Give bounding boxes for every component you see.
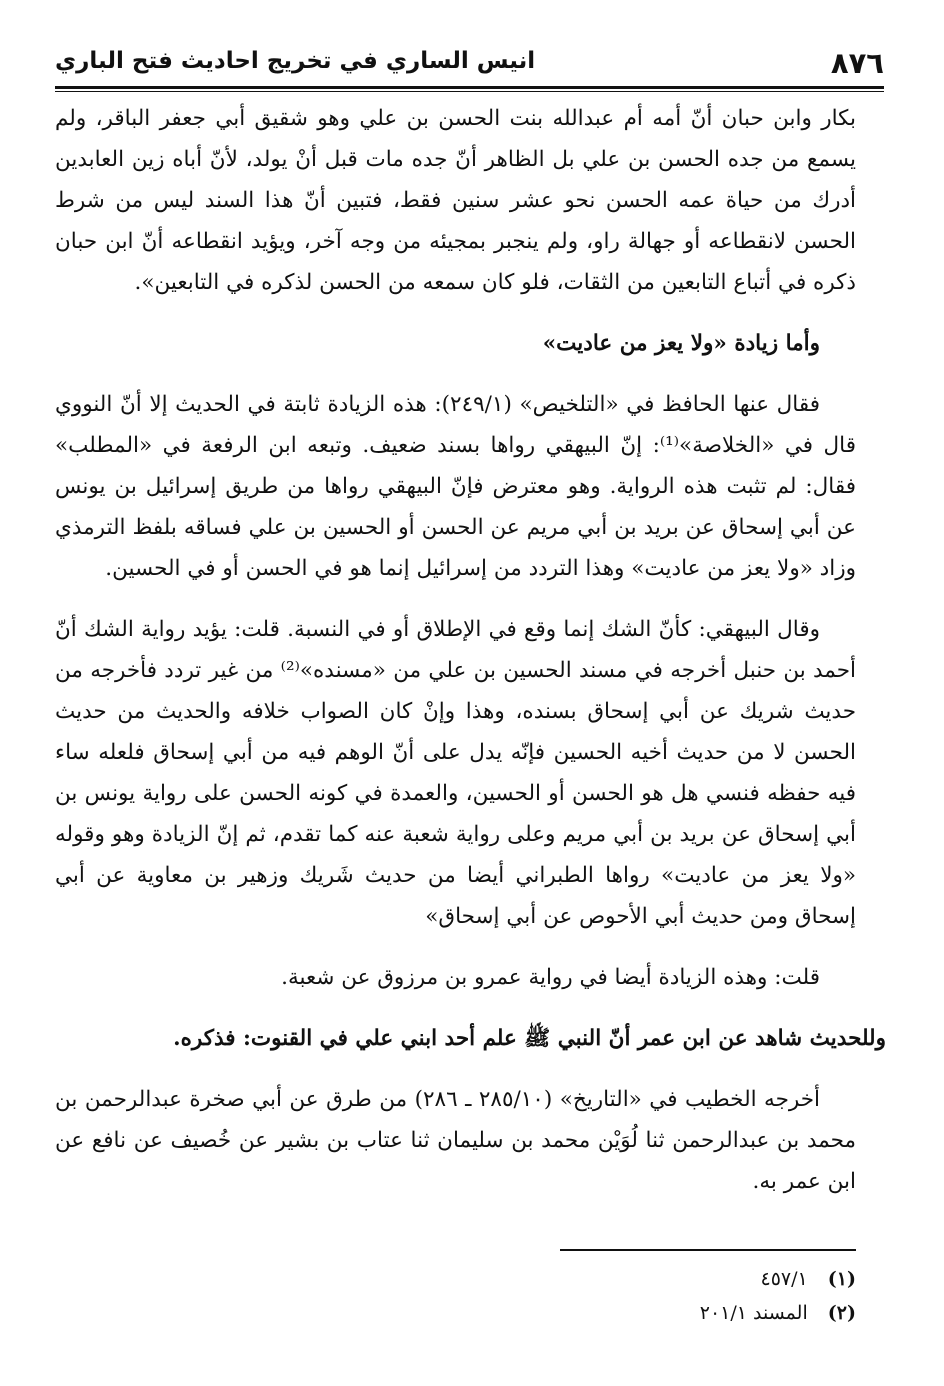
- header-rule: [55, 86, 884, 92]
- footnotes: [400, 1262, 856, 1330]
- footnote-mark: (١): [827, 1268, 856, 1290]
- footnote-mark: (٢): [827, 1302, 856, 1324]
- page-number: ٨٧٦: [830, 46, 884, 80]
- paragraph-2-heading: وأما زيادة «ولا يعز من عاديت»: [542, 331, 820, 356]
- footnote-text: ٤٥٧/١: [760, 1268, 808, 1290]
- running-title: انيس الساري في تخريج احاديث فتح الباري: [55, 48, 536, 74]
- paragraph-7: أخرجه الخطيب في «التاريخ» (٢٨٥/١٠ ـ ٢٨٦) من طرق عن أبي صخرة عبدالرحمن بن محمد بن عبدالرحمن ثنا لُوَيْن محمد بن سليمان ثنا عتاب بن بشير عن خُصيف عن نافع عن ابن عمر به.: [55, 1087, 856, 1194]
- footnote-text: المسند ٢٠١/١: [699, 1302, 808, 1324]
- footnote-2: [400, 1296, 856, 1330]
- paragraph-6-witness: وللحديث شاهد عن ابن عمر أنّ النبي ﷺ علم أحد ابني علي في القنوت: فذكره.: [173, 1026, 886, 1051]
- page-header: [55, 40, 884, 86]
- paragraph-4: وقال البيهقي: كأنّ الشك إنما وقع في الإطلاق أو في النسبة. قلت: يؤيد رواية الشك أنّ أحمد بن حنبل أخرجه في مسند الحسين بن علي من «مسنده»⁽²⁾ من غير تردد فأخرجه من حديث شريك عن أبي إسحاق بسنده، وهذا وإنْ كان الصواب خلافه والحديث من حديث الحسن لا من حديث أخيه الحسين فإنّه يدل على أنّ الوهم فيه من أبي إسحاق فلعله ساء فيه حفظه فنسي هل هو الحسن أو الحسين، والعمدة في كونه الحسن على رواية يونس بن أبي إسحاق عن بريد بن أبي مريم وعلى رواية شعبة عنه كما تقدم، ثم إنّ الزيادة وهو وقوله «ولا يعز من عاديت» رواها الطبراني أيضا من حديث شَريك وزهير بن معاوية عن أبي إسحاق ومن حديث أبي الأحوص عن أبي إسحاق»: [55, 617, 856, 929]
- footnote-1: [400, 1262, 856, 1296]
- footnote-separator: [560, 1249, 856, 1251]
- paragraph-1: بكار وابن حبان أنّ أمه أم عبدالله بنت الحسن بن علي وهو شقيق أبي جعفر الباقر، ولم يسمع من جده الحسن بن علي بل الظاهر أنّ جده مات قبل أنْ يولد، لأنّ أباه زين العابدين أدرك من حياة عمه الحسن نحو عشر سنين فقط، فتبين أنّ هذا السند ليس من شرط الحسن لانقطاعه أو جهالة راو، ولم ينجبر بمجيئه من وجه آخر، ويؤيد انقطاعه أنّ ابن حبان ذكره في أتباع التابعين من الثقات، فلو كان سمعه من الحسن لذكره في التابعين».: [55, 106, 856, 295]
- paragraph-5: قلت: وهذه الزيادة أيضا في رواية عمرو بن مرزوق عن شعبة.: [281, 965, 820, 990]
- main-text: [55, 98, 886, 1222]
- paragraph-3: فقال عنها الحافظ في «التلخيص» (٢٤٩/١): هذه الزيادة ثابتة في الحديث إلا أنّ النووي قال في «الخلاصة»⁽¹⁾: إنّ البيهقي رواها بسند ضعيف. وتبعه ابن الرفعة في «المطلب» فقال: لم تثبت هذه الرواية. وهو معترض فإنّ البيهقي رواها من طريق إسرائيل بن يونس عن أبي إسحاق عن بريد بن أبي مريم عن الحسن أو الحسين بن علي فساقه بلفظ الترمذي وزاد «ولا يعز من عاديت» وهذا التردد من إسرائيل إنما هو في الحسن أو في الحسين.: [55, 392, 856, 581]
